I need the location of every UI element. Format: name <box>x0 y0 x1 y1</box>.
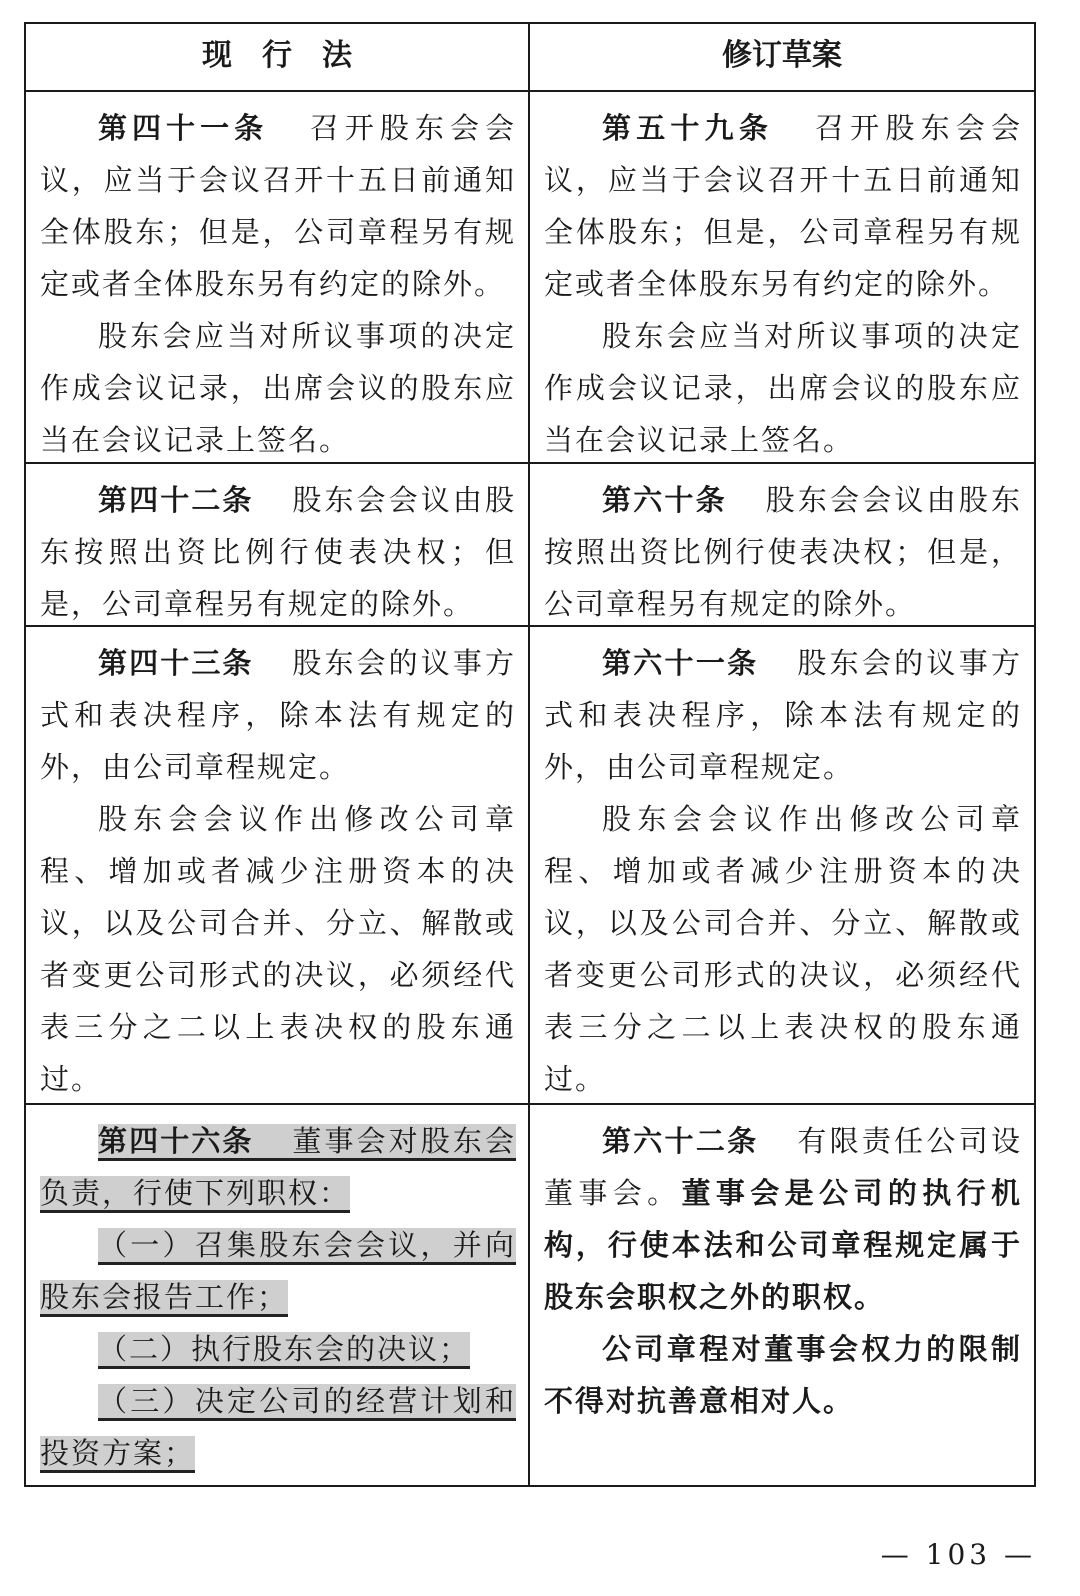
article-number: 第五十九条 <box>602 111 774 145</box>
table-row <box>26 625 1034 1103</box>
article-text: 股东会会议由股东按照出资比例行使表决权；但是，公司章程另有规定的除外。 <box>40 483 516 621</box>
article-number: 第六十二条 <box>602 1124 759 1158</box>
revised-draft-cell <box>530 92 1034 462</box>
revised-draft-cell <box>530 1105 1034 1485</box>
table-row <box>26 1103 1034 1485</box>
article-text: 股东会的议事方式和表决程序，除本法有规定的外，由公司章程规定。 <box>544 646 1022 784</box>
article-paragraph <box>40 1323 516 1375</box>
article-number: 第六十条 <box>602 483 727 517</box>
article-paragraph <box>40 1115 516 1219</box>
article-text: 有限责任公司设董事会。 <box>544 1124 1022 1210</box>
article-paragraph: 股东会应当对所议事项的决定作成会议记录，出席会议的股东应当在会议记录上签名。 <box>40 319 516 457</box>
highlighted-text <box>40 1124 516 1213</box>
table-header-row <box>26 24 1034 90</box>
bold-article-text: 董事会是公司的执行机构，行使本法和公司章程规定属于股东会职权之外的职权。 <box>544 1176 1022 1314</box>
bold-article-paragraph: 公司章程对董事会权力的限制不得对抗善意相对人。 <box>544 1332 1022 1418</box>
article-text: 董事会对股东会负责，行使下列职权： <box>40 1124 516 1210</box>
article-number: 第四十三条 <box>98 646 254 680</box>
article-text: 召开股东会会议，应当于会议召开十五日前通知全体股东；但是，公司章程另有规定或者全体股东另有约定的除外。 <box>40 111 516 301</box>
article-paragraph <box>544 637 1022 793</box>
article-paragraph <box>40 474 516 630</box>
article-paragraph <box>544 102 1022 310</box>
article-paragraph: 股东会应当对所议事项的决定作成会议记录，出席会议的股东应当在会议记录上签名。 <box>544 319 1022 457</box>
article-paragraph <box>544 474 1022 630</box>
current-law-cell <box>26 464 530 625</box>
article-paragraph: 股东会会议作出修改公司章程、增加或者减少注册资本的决议，以及公司合并、分立、解散或者变更公司形式的决议，必须经代表三分之二以上表决权的股东通过。 <box>40 802 516 1096</box>
article-text: 股东会的议事方式和表决程序，除本法有规定的外，由公司章程规定。 <box>40 646 516 784</box>
current-law-cell <box>26 92 530 462</box>
current-law-cell <box>26 627 530 1103</box>
revised-draft-cell <box>530 464 1034 625</box>
header-revised-draft: 修订草案 <box>722 38 842 73</box>
header-current-law: 现 行 法 <box>26 24 530 90</box>
article-paragraph <box>40 102 516 310</box>
article-text: 股东会会议由股东按照出资比例行使表决权；但是，公司章程另有规定的除外。 <box>544 483 1022 621</box>
highlighted-text: （三）决定公司的经营计划和投资方案； <box>40 1384 516 1473</box>
current-law-cell <box>26 1105 530 1485</box>
article-paragraph <box>40 1375 516 1479</box>
highlighted-text: （一）召集股东会会议，并向股东会报告工作； <box>40 1228 516 1317</box>
page-number: — 103 — <box>880 1538 1036 1571</box>
article-number: 第四十二条 <box>98 483 254 517</box>
article-paragraph <box>40 637 516 793</box>
article-paragraph <box>544 1115 1022 1323</box>
article-number: 第六十一条 <box>602 646 759 680</box>
table-row <box>26 462 1034 625</box>
article-number: 第四十一条 <box>98 111 269 145</box>
article-number: 第四十六条 <box>98 1124 254 1158</box>
table-row <box>26 90 1034 462</box>
article-text: 召开股东会会议，应当于会议召开十五日前通知全体股东；但是，公司章程另有规定或者全体股东另有约定的除外。 <box>544 111 1022 301</box>
article-paragraph: 股东会会议作出修改公司章程、增加或者减少注册资本的决议，以及公司合并、分立、解散或者变更公司形式的决议，必须经代表三分之二以上表决权的股东通过。 <box>544 802 1022 1096</box>
article-paragraph <box>40 1219 516 1323</box>
revised-draft-cell <box>530 627 1034 1103</box>
comparison-table <box>24 22 1036 1487</box>
highlighted-text: （二）执行股东会的决议； <box>98 1332 470 1369</box>
